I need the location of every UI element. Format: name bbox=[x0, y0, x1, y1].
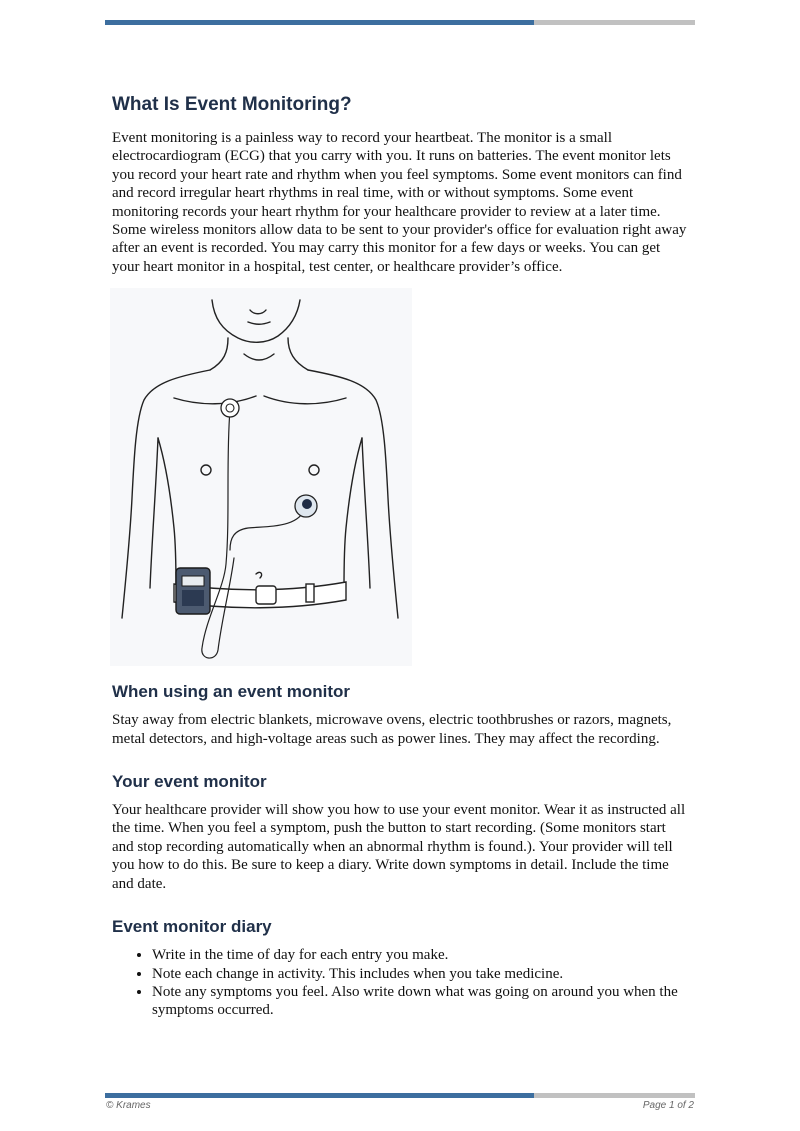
section-paragraph: Stay away from electric blankets, microwave ovens, electric toothbrushes or razors, magnets, metal detectors, and high-voltage areas such as power lines. They may affect the recording. bbox=[112, 712, 672, 747]
intro-paragraph: Event monitoring is a painless way to record your heartbeat. The monitor is a small electrocardiogram (ECG) that you carry with you. It runs on batteries. The event monitor lets you record your heart rate and rhythm when you feel symptoms. Some event monitors can find and record irregular heart rhythms in real time, with or without symptoms. Some event monitoring records your heart rhythm for your healthcare provider to review at a later time. Some wireless monitors allow data to be sent to your provider's office for evaluation right away after an event is recorded. You may carry this monitor for a few days or weeks. You can get your heart monitor in a hospital, test center, or healthcare provider’s office. bbox=[112, 130, 687, 275]
nose-line bbox=[250, 310, 266, 314]
neck-left bbox=[210, 338, 228, 370]
footer-rule-primary bbox=[105, 1093, 534, 1098]
right-arm-inner bbox=[362, 438, 370, 588]
diary-list bbox=[112, 946, 687, 1020]
footer-rule bbox=[105, 1093, 695, 1098]
torso-with-monitor-drawing bbox=[110, 288, 412, 666]
list-item: • Note each change in activity. This includes when you take medicine. bbox=[152, 965, 687, 983]
copyright-text: © Krames bbox=[106, 1100, 151, 1111]
footer-rule-secondary bbox=[534, 1093, 695, 1098]
right-arm-outer bbox=[308, 370, 398, 618]
list-item: • Write in the time of day for each entry you make. bbox=[152, 946, 687, 964]
neck-right bbox=[288, 338, 308, 370]
event-monitor-device bbox=[176, 568, 210, 614]
lead-wire-lower bbox=[230, 506, 306, 550]
page-title: What Is Event Monitoring? bbox=[112, 94, 352, 115]
event-monitor-illustration bbox=[110, 288, 412, 666]
section-heading: Event monitor diary bbox=[112, 917, 272, 937]
left-clavicle bbox=[174, 396, 256, 404]
header-rule bbox=[105, 20, 695, 25]
section-heading: Your event monitor bbox=[112, 772, 267, 792]
page-number: Page 1 of 2 bbox=[642, 1100, 694, 1111]
right-clavicle bbox=[264, 396, 346, 404]
right-side-torso bbox=[344, 438, 362, 588]
section-your-monitor bbox=[112, 772, 687, 893]
lead-wire-upper bbox=[202, 410, 234, 658]
neck-notch bbox=[244, 354, 274, 360]
header-rule-secondary bbox=[534, 20, 695, 25]
section-heading: When using an event monitor bbox=[112, 682, 351, 702]
section-diary bbox=[112, 917, 687, 1020]
belt-buckle bbox=[256, 586, 276, 604]
left-nipple bbox=[201, 465, 211, 475]
electrode-upper bbox=[221, 399, 239, 417]
header-rule-primary bbox=[105, 20, 534, 25]
mouth-line bbox=[248, 322, 270, 324]
left-arm-inner bbox=[150, 438, 158, 588]
right-nipple bbox=[309, 465, 319, 475]
navel bbox=[256, 573, 262, 579]
document-body bbox=[112, 94, 687, 1020]
section-using-monitor bbox=[112, 682, 687, 748]
section-paragraph: Your healthcare provider will show you how to use your event monitor. Wear it as instructed all the time. When you feel a symptom, push the button to start recording. (Some monitors start and stop recording automatically when an abnormal rhythm is found.). Your provider will tell you how to do this. Be sure to keep a diary. Write down symptoms in detail. Include the time and date. bbox=[112, 802, 686, 892]
list-item: • Note any symptoms you feel. Also write down what was going on around you when the symptoms occurred. bbox=[152, 983, 687, 1020]
electrode-lower bbox=[295, 495, 317, 517]
chin-outline bbox=[212, 300, 300, 342]
belt-loop bbox=[306, 584, 314, 602]
left-side-torso bbox=[158, 438, 176, 588]
